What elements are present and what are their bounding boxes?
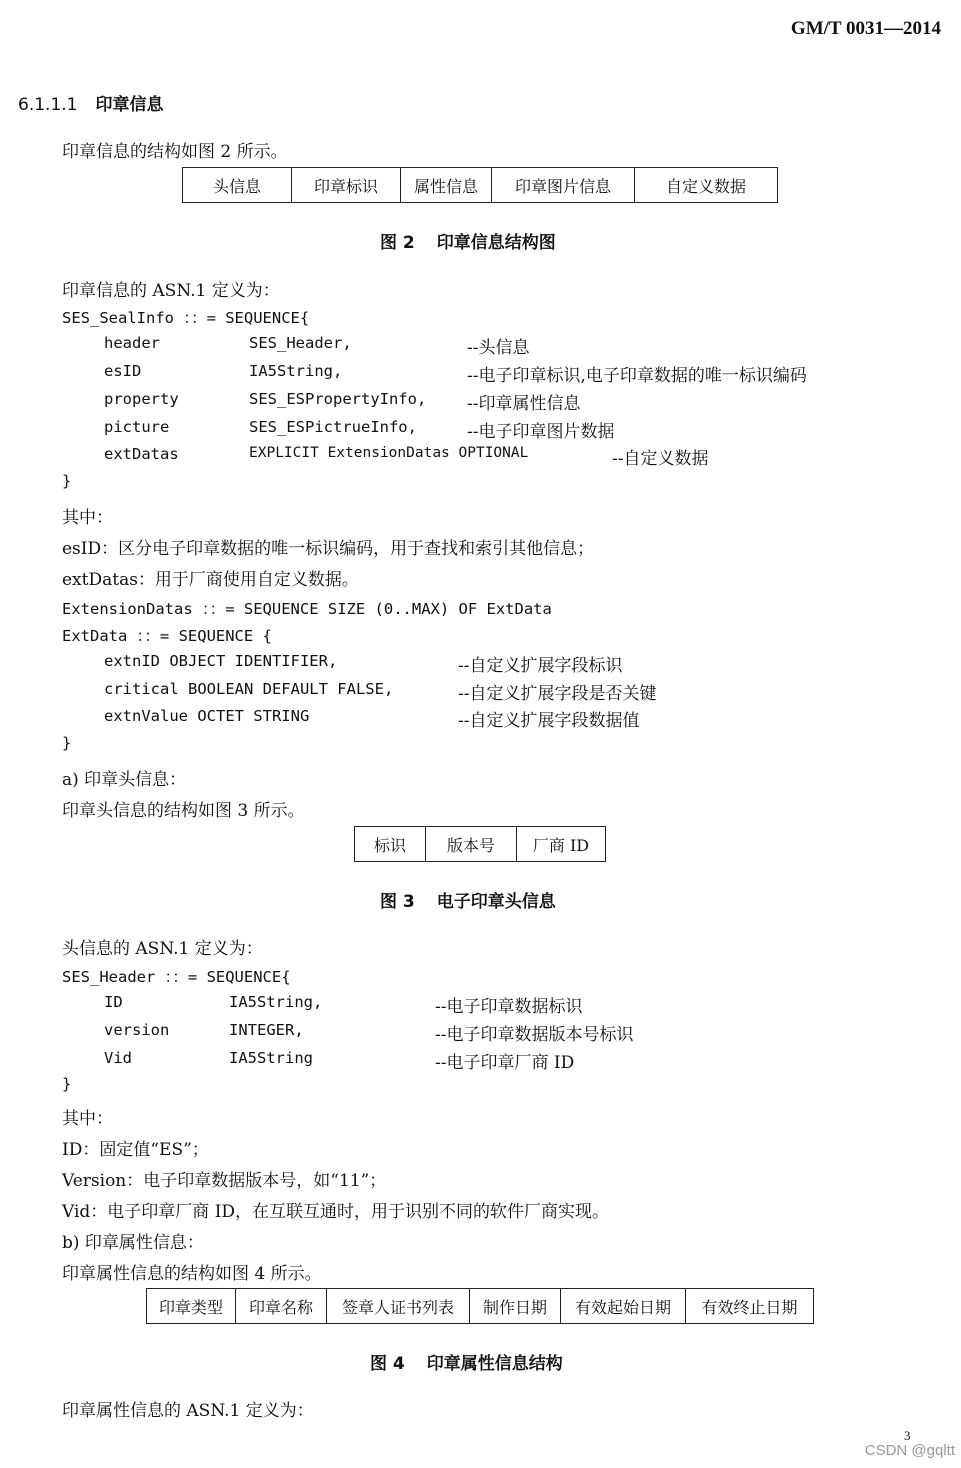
code-close-brace: } — [62, 472, 72, 490]
section-number: 6.1.1.1 — [18, 95, 78, 115]
code-extdata-head: ExtData ：：= SEQUENCE { — [62, 627, 272, 645]
code-field-comment: --电子印章标识,电子印章数据的唯一标识编码 — [467, 366, 807, 386]
fig4-cell: 制作日期 — [470, 1289, 561, 1324]
list-item-a: a) 印章头信息： — [62, 770, 187, 790]
fig2-cell: 印章图片信息 — [492, 168, 635, 203]
code-field-name: Vid — [104, 1049, 132, 1067]
fig4-cell: 印章类型 — [147, 1289, 236, 1324]
code-ext-field-comment: --自定义扩展字段数据值 — [458, 711, 640, 731]
fig4-cell: 签章人证书列表 — [327, 1289, 470, 1324]
fig3-cell: 厂商 ID — [517, 827, 606, 862]
code-field-type: IA5String, — [249, 362, 343, 380]
figure-3-caption — [380, 887, 556, 912]
code-field-type: IA5String — [229, 1049, 313, 1067]
figure-4-table — [146, 1288, 814, 1324]
list-item-b: b) 印章属性信息： — [62, 1233, 204, 1253]
code-ext-field-decl: critical BOOLEAN DEFAULT FALSE, — [104, 680, 394, 698]
code-field-name: ID — [104, 993, 123, 1011]
code-field-type: IA5String, — [229, 993, 323, 1011]
figure-4-number: 图 4 — [370, 1354, 405, 1374]
code-field-comment: --自定义数据 — [612, 449, 709, 469]
standard-number: GM/T 0031—2014 — [790, 18, 941, 39]
figure-2-caption — [380, 228, 556, 253]
code-field-comment: --电子印章数据标识 — [435, 997, 583, 1017]
watermark: CSDN @gqltt — [864, 1442, 955, 1459]
code-extensiondatas: ExtensionDatas ：：= SEQUENCE SIZE (0..MAX) OF ExtData — [62, 600, 552, 618]
code-field-name: extDatas — [104, 445, 179, 463]
note-extdatas: extDatas：用于厂商使用自定义数据。 — [62, 570, 359, 590]
paragraph-fig2-ref: 印章信息的结构如图 2 所示。 — [62, 142, 288, 162]
code-field-comment: --电子印章图片数据 — [467, 422, 615, 442]
code-field-type: SES_ESPictrueInfo, — [249, 418, 417, 436]
note-esid: esID：区分电子印章数据的唯一标识编码，用于查找和索引其他信息； — [62, 539, 595, 559]
figure-4-title: 印章属性信息结构 — [426, 1354, 563, 1374]
figure-3-number: 图 3 — [380, 892, 415, 912]
fig3-cell: 标识 — [355, 827, 426, 862]
where-label: 其中： — [62, 1109, 113, 1129]
fig4-cell: 有效终止日期 — [686, 1289, 814, 1324]
paragraph-fig4-ref: 印章属性信息的结构如图 4 所示。 — [62, 1264, 322, 1284]
code-field-type: EXPLICIT ExtensionDatas OPTIONAL — [249, 445, 529, 461]
figure-2-number: 图 2 — [380, 233, 415, 253]
section-title: 印章信息 — [95, 95, 164, 115]
code-field-type: SES_ESPropertyInfo, — [249, 390, 427, 408]
code-field-name: header — [104, 334, 160, 352]
note-id: ID：固定值“ES”； — [62, 1140, 209, 1160]
fig4-cell: 印章名称 — [236, 1289, 327, 1324]
where-label: 其中： — [62, 508, 113, 528]
paragraph-prop-asn1-intro: 印章属性信息的 ASN.1 定义为： — [62, 1401, 314, 1421]
code-header-head: SES_Header ：：= SEQUENCE{ — [62, 968, 291, 986]
fig4-cell: 有效起始日期 — [561, 1289, 686, 1324]
fig2-cell: 头信息 — [183, 168, 292, 203]
code-field-type: SES_Header, — [249, 334, 352, 352]
paragraph-header-asn1-intro: 头信息的 ASN.1 定义为： — [62, 939, 263, 959]
fig3-cell: 版本号 — [426, 827, 517, 862]
code-field-name: esID — [104, 362, 142, 380]
fig2-cell: 自定义数据 — [635, 168, 778, 203]
code-sealinfo-head: SES_SealInfo ：：= SEQUENCE{ — [62, 309, 310, 327]
code-ext-field-comment: --自定义扩展字段标识 — [458, 656, 623, 676]
code-close-brace: } — [62, 1075, 72, 1093]
code-field-comment: --印章属性信息 — [467, 394, 581, 414]
figure-4-caption — [370, 1349, 563, 1374]
note-vid: Vid：电子印章厂商 ID，在互联互通时，用于识别不同的软件厂商实现。 — [62, 1202, 610, 1222]
code-field-type: INTEGER, — [229, 1021, 304, 1039]
fig2-cell: 印章标识 — [292, 168, 401, 203]
code-field-name: picture — [104, 418, 170, 436]
figure-2-table — [182, 167, 778, 203]
code-ext-field-comment: --自定义扩展字段是否关键 — [458, 684, 657, 704]
code-field-comment: --头信息 — [467, 338, 530, 358]
section-heading — [18, 90, 163, 115]
figure-2-title: 印章信息结构图 — [436, 233, 556, 253]
code-field-name: property — [104, 390, 179, 408]
note-version: Version：电子印章数据版本号，如“11”； — [62, 1171, 387, 1191]
code-field-name: version — [104, 1021, 170, 1039]
code-field-comment: --电子印章数据版本号标识 — [435, 1025, 634, 1045]
code-field-comment: --电子印章厂商 ID — [435, 1053, 575, 1073]
code-close-brace: } — [62, 734, 72, 752]
figure-3-table — [354, 826, 606, 862]
page-number: 3 — [904, 1428, 911, 1443]
paragraph-fig3-ref: 印章头信息的结构如图 3 所示。 — [62, 801, 305, 821]
fig2-cell: 属性信息 — [401, 168, 492, 203]
code-ext-field-decl: extnID OBJECT IDENTIFIER, — [104, 652, 338, 670]
code-ext-field-decl: extnValue OCTET STRING — [104, 707, 310, 725]
figure-3-title: 电子印章头信息 — [436, 892, 556, 912]
paragraph-asn1-intro: 印章信息的 ASN.1 定义为： — [62, 281, 280, 301]
